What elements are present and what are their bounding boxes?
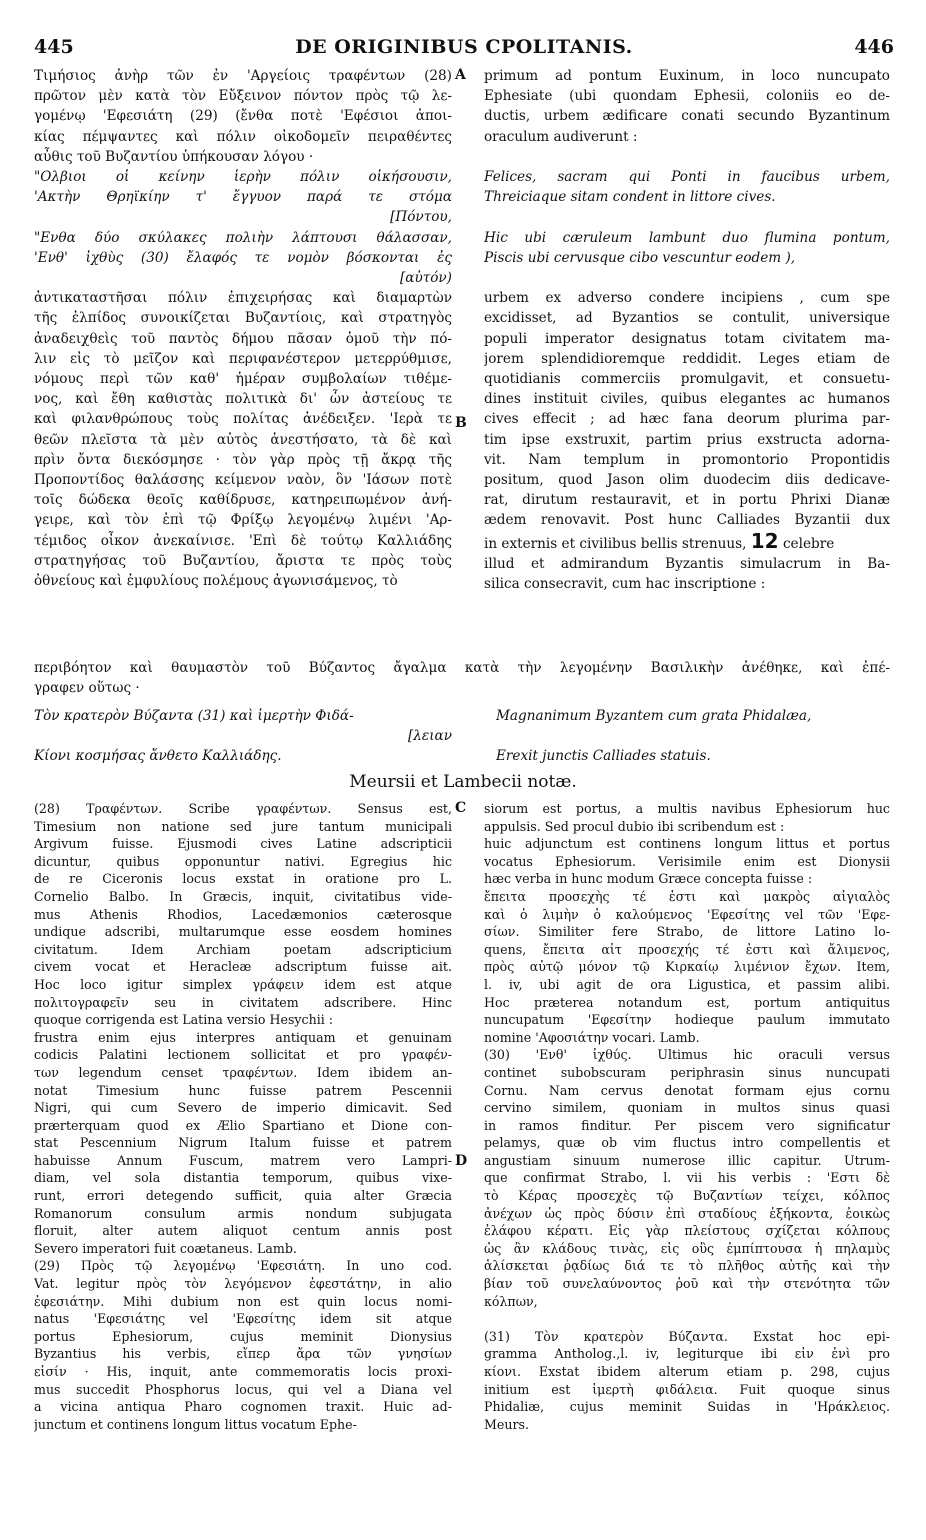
text-line: oraculum audiverunt : bbox=[484, 128, 638, 145]
text-line: rat, dirutum restauravit, et in portu Phrixi Dianæ bbox=[484, 492, 890, 509]
text-line: pelamys, quæ ob vim fluctus intro compellentis et bbox=[484, 1135, 890, 1151]
text-line: portus Ephesiorum, cujus meminit Dionysius bbox=[34, 1328, 452, 1344]
text-line: populi imperator designatus totam civitatem ma- bbox=[484, 330, 890, 347]
margin-letter-d: D bbox=[455, 1153, 468, 1169]
text-line: Magnanimum Byzantem cum grata Phidalæa, bbox=[496, 708, 812, 724]
text-line: hæc verba in hunc modum Græce concepta fuisse : bbox=[484, 871, 813, 887]
text-line: dines instituit civiles, quibus elegantes ac humanos bbox=[484, 391, 890, 408]
text-line: que confirmat Strabo, l. vii his verbis : 'Εστι δὲ bbox=[484, 1170, 890, 1186]
text-line: των legendum censet τραφέντων. Idem ibidem an- bbox=[34, 1064, 452, 1080]
text-line: floruit, alter autem aliquot centum annis post bbox=[34, 1223, 452, 1239]
text-line: νόμους περὶ τῶν καθ' ἡμέραν συμβολαίων τιθέμε- bbox=[34, 371, 452, 388]
text-line: Vat. legitur πρὸς τὸν λεγόμενον ἐφεστάτην, in alio bbox=[34, 1276, 452, 1292]
text-line: in externis et civilibus bellis strenuus, 12 celebre bbox=[484, 530, 835, 553]
text-line: Argivum fuisse. Ejusmodi cives Latine adscripticii bbox=[34, 836, 452, 852]
page-number-right: 446 bbox=[854, 36, 894, 58]
text-line: mus Athenis Rhodios, Lacedæmonios cæterosque bbox=[34, 906, 452, 922]
text-line bbox=[484, 147, 890, 167]
text-line: natus 'Εφεσιάτης vel 'Εφεσίτης idem sit atque bbox=[34, 1311, 452, 1327]
text-line: τέμιδος οἶκον ἀνεκαίνισε. 'Επὶ δὲ τούτῳ Καλλιάδης bbox=[34, 532, 452, 549]
text-line: undique adscribi, multarumque esse eosdem homines bbox=[34, 924, 452, 940]
text-line: ædem renovavit. Post hunc Calliades Byzantii dux bbox=[484, 512, 890, 529]
text-line: Cornelio Balbo. In Græcis, inquit, civitatibus vide- bbox=[34, 888, 452, 904]
text-line: silica consecravit, cum hac inscriptione : bbox=[484, 576, 766, 593]
text-line: positum, quod Jason olim duodecim diis dedicave- bbox=[484, 472, 890, 489]
text-line bbox=[484, 1310, 890, 1328]
text-line: πρὸς αὐτῷ μόνον τῷ Κιρκαίῳ λιμένιον ἔχων. Item, bbox=[484, 959, 890, 975]
text-line: continet subobscuram periphrasin sinus nuncupati bbox=[484, 1064, 890, 1080]
text-line: ἔπειτα προσεχὴς τέ ἐστι καὶ μακρὸς αἰγιαλὸς bbox=[484, 888, 890, 904]
text-line: ἐλάφου κέρατι. Εἰς γὰρ πλείστους σχίζεται κόλπους bbox=[484, 1223, 890, 1239]
text-line: τῆς ἐλπίδος συνοικίζεται Βυζαντίοις, καὶ στρατηγὸς bbox=[34, 310, 452, 327]
text-line: ἁλίσκεται ῥᾳδίως διά τε τὸ πλῆθος αὐτῆς καὶ τὴν bbox=[484, 1258, 890, 1274]
text-line: βίαν τοῦ συνελαύνοντος ῥοῦ καὶ τὴν στενότητα τῶν bbox=[484, 1276, 890, 1292]
text-line: Τὸν κρατερὸν Βύζαντα (31) καὶ ἱμερτὴν Φιδά- bbox=[34, 708, 354, 724]
text-line: καὶ φιλανθρώπους τοὺς πολίτας ἀνέδειξεν. 'Ιερὰ τε bbox=[34, 411, 452, 428]
text-line: primum ad pontum Euxinum, in loco nuncupato bbox=[484, 68, 890, 84]
text-line: γραφεν οὕτως · bbox=[34, 680, 140, 697]
greek-column bbox=[34, 66, 452, 591]
text-line: πρὶν ὄντα διεκόσμησε · τὸν γὰρ πρὸς τῇ ἄκρᾳ τῆς bbox=[34, 451, 452, 468]
text-line: Timesium non natione sed jure tantum municipali bbox=[34, 818, 452, 834]
full-width-line bbox=[34, 658, 890, 698]
text-line: urbem ex adverso condere incipiens , cum spe bbox=[484, 290, 890, 307]
text-line: πρῶτον μὲν κατὰ τὸν Εὔξεινον πόντον πρὸς τῷ λε- bbox=[34, 88, 452, 105]
text-line: quotidianis commerciis promulgavit, et consuetu- bbox=[484, 371, 890, 388]
text-line: mus succedit Phosphorus locus, qui vel a Diana vel bbox=[34, 1381, 452, 1397]
text-line: Κίονι κοσμήσας ἄνθετο Καλλιάδης. bbox=[34, 748, 282, 765]
text-line: diam, vel sola distantia temporum, quibus vixe- bbox=[34, 1170, 452, 1186]
text-line: habuisse Annum Fuscum, matrem vero Lampri- bbox=[34, 1152, 452, 1168]
text-line: ductis, urbem ædificare conati secundo Byzantinum bbox=[484, 108, 890, 125]
column-number: 12 bbox=[750, 530, 779, 553]
text-line: [λειαν bbox=[408, 728, 452, 745]
margin-letter-a: A bbox=[455, 67, 466, 83]
text-line: Erexit junctis Calliades statuis. bbox=[496, 748, 711, 765]
text-line: stat Pescennium Nigrum Italum fuisse et patrem bbox=[34, 1135, 452, 1151]
running-title: DE ORIGINIBUS CPOLITANIS. bbox=[295, 36, 633, 58]
text-line: nomine 'Αφοσιάτην vocari. Lamb. bbox=[484, 1029, 700, 1045]
text-line: [Πόντου, bbox=[390, 209, 452, 226]
text-line: ἐφεσιάτην. Mihi dubium non est quin locus nomi- bbox=[34, 1293, 452, 1309]
text-line: dicuntur, quibus opponuntur nativi. Egregius hic bbox=[34, 853, 452, 869]
text-line: Piscis ubi cervusque cibo vescuntur eodem ), bbox=[484, 249, 796, 266]
epigram-greek bbox=[34, 706, 452, 767]
text-line bbox=[484, 268, 890, 288]
text-line: notat Timesium hunc fuisse patrem Pescennii bbox=[34, 1082, 452, 1098]
text-line: a vicina antiqua Pharo cognomen traxit. Huic ad- bbox=[34, 1399, 452, 1415]
text-line: (28) Τραφέντων. Scribe γραφέντων. Sensus est, bbox=[34, 801, 452, 816]
text-line: (31) Τὸν κρατερὸν Βύζαντα. Exstat hoc epi- bbox=[484, 1328, 890, 1344]
text-line: περιβόητον καὶ θαυμαστὸν τοῦ Βύζαντος ἄγαλμα κατὰ τὴν λεγομένην Βασιλικὴν ἀνέθηκε, καὶ ἐπέ- bbox=[34, 660, 890, 676]
text-line: illud et admirandum Byzantis simulacrum in Ba- bbox=[484, 555, 890, 572]
text-line: τὸ Κέρας προσεχὲς τῷ Βυζαντίων τείχει, κόλπος bbox=[484, 1188, 890, 1204]
text-line: ὡς ἂν κλάδους τινὰς, εἰς οὓς ἐμπίπτουσα ἡ πηλαμὺς bbox=[484, 1240, 890, 1256]
text-line: prærterquam quod ex Ælio Spartiano et Dione con- bbox=[34, 1117, 452, 1133]
text-line: vit. Nam templum in promontorio Propontidis bbox=[484, 451, 890, 468]
text-line: αὖθις τοῦ Βυζαντίου ὑπήκουσαν λόγου · bbox=[34, 148, 314, 165]
text-line: ὀθνείους καὶ ἐμφυλίους πολέμους ἀγωνισάμενος, τὸ bbox=[34, 573, 398, 590]
text-line: ἀνέχων ὡς πρὸς δύσιν ἐπὶ σταδίους ἑξήκοντα, ἐοικὼς bbox=[484, 1205, 890, 1221]
text-line: quens, ἔπειτα αἰτ προσεχής τέ ἐστι καὶ ἄλιμενος, bbox=[484, 941, 890, 957]
text-line: Meurs. bbox=[484, 1416, 529, 1432]
text-line: Byzantius his verbis, εἴπερ ἄρα τῶν γνησίων bbox=[34, 1346, 452, 1362]
text-line: tim ipse exstruxit, partim prius exstructa adorna- bbox=[484, 431, 890, 448]
text-line: frustra enim ejus interpres antiquam et genuinam bbox=[34, 1029, 452, 1045]
text-fragment: celebre bbox=[782, 535, 835, 552]
text-line: Nigri, qui cum Severo de imperio dimicavit. Sed bbox=[34, 1100, 452, 1116]
text-line: Severo imperatori fuit coætaneus. Lamb. bbox=[34, 1240, 297, 1256]
text-line: quoque corrigenda est Latina versio Hesychii : bbox=[34, 1012, 333, 1028]
text-line: Ephesiate (ubi quondam Ephesii, coloniis eo de- bbox=[484, 88, 890, 105]
text-line: in ramos finditur. Per piscem vero significatur bbox=[484, 1117, 890, 1133]
text-line: τοῖς δώδεκα θεοῖς καθίδρυσε, κατηρειπωμένον ἀνή- bbox=[34, 492, 452, 509]
text-line: Felices, sacram qui Ponti in faucibus urbem, bbox=[484, 169, 890, 186]
text-line: junctum et continens longum littus vocatum Ephe- bbox=[34, 1416, 357, 1432]
text-line: (29) Πρὸς τῷ λεγομένῳ 'Εφεσιάτη. In uno cod. bbox=[34, 1258, 452, 1274]
text-line: Hoc præterea notandum est, portum antiquitus bbox=[484, 994, 890, 1010]
notes-heading: Meursii et Lambecii notæ. bbox=[349, 772, 577, 792]
text-line: Hic ubi cæruleum lambunt duo flumina pontum, bbox=[484, 229, 890, 246]
text-line: civitatum. Idem Archiam poetam adscripticium bbox=[34, 941, 452, 957]
text-line: codicis Palatini lectionem sollicitat et pro γραφέν- bbox=[34, 1047, 452, 1063]
text-line: θεῶν πλεῖστα τὰ μὲν αὐτὸς ἀνεστήσατο, τὰ δὲ καὶ bbox=[34, 431, 452, 448]
text-line: de re Ciceronis locus exstat in oratione pro L. bbox=[34, 871, 452, 887]
page-number-left: 445 bbox=[34, 36, 74, 58]
text-line: Phidaliæ, cujus meminit Suidas in 'Ηράκλειος. bbox=[484, 1399, 890, 1415]
text-line bbox=[484, 207, 890, 227]
text-line: angustiam sinuum numerose illic capitur. Utrum- bbox=[484, 1152, 890, 1168]
text-line: initium est ἱμερτὴ φιδάλεια. Fuit quoque sinus bbox=[484, 1381, 890, 1397]
text-line: εἰσίν · His, inquit, ante commemoratis locis proxi- bbox=[34, 1364, 452, 1379]
text-line: Threiciaque sitam condent in littore cives. bbox=[484, 189, 776, 206]
text-line: jorem splendidioremque reddidit. Leges etiam de bbox=[484, 350, 890, 367]
text-line: gramma Antholog.,l. iv, legiturque ibi εἰν ἐνὶ pro bbox=[484, 1346, 890, 1362]
text-line: 'Ενθ' ἰχθὺς (30) ἔλαφός τε νομὸν βόσκονται ἐς bbox=[34, 249, 452, 266]
text-line bbox=[496, 726, 890, 746]
text-line: Hoc loco igitur simplex γράφειν idem est atque bbox=[34, 976, 452, 992]
text-line: Προποντίδος θαλάσσης κείμενον ναὸν, ὃν 'Ιάσων ποτὲ bbox=[34, 472, 452, 489]
text-line: Τιμήσιος ἀνὴρ τῶν ἐν 'Αργείοις τραφέντων (28) bbox=[34, 68, 452, 84]
text-line: vocatus Ephesiorum. Verisimile enim est Dionysii bbox=[484, 853, 890, 869]
text-line: [αὐτόν) bbox=[399, 270, 452, 287]
text-line: cervino similem, quoniam in multos sinus quasi bbox=[484, 1100, 890, 1116]
text-line: Cornu. Nam cervus denotat formam ejus cornu bbox=[484, 1082, 890, 1098]
text-line: runt, errori detegendo sufficit, quia alter Græcia bbox=[34, 1188, 452, 1204]
text-line: γειρε, καὶ τὸν ἐπὶ τῷ Φρίξῳ λεγομένῳ λιμένι 'Αρ- bbox=[34, 512, 452, 529]
text-line: 'Ακτὴν Θρηϊκίην τ' ἔγγυον παρά τε στόμα bbox=[34, 189, 452, 206]
margin-letter-b: B bbox=[455, 415, 467, 431]
text-line: λιν εἰς τὸ μεῖζον καὶ περιφανέστερον μετερρύθμισε, bbox=[34, 350, 452, 367]
text-line: σίων. Similiter fere Strabo, de littore Latino lo- bbox=[484, 924, 890, 940]
text-line: στρατηγήσας τοῦ Βυζαντίου, ἄριστα τε πρὸς τοὺς bbox=[34, 552, 452, 569]
text-line: civem vocat et Heracleæ adscriptum fuisse ait. bbox=[34, 959, 452, 975]
text-line: (30) 'Ενθ' ἰχθύς. Ultimus hic oraculi versus bbox=[484, 1047, 890, 1063]
text-line: νος, καὶ ἔθη καθιστὰς πολιτικὰ δι' ὧν ἀστείους τε bbox=[34, 391, 452, 408]
text-line: κόλπων, bbox=[484, 1293, 538, 1309]
notes-left-column bbox=[34, 800, 452, 1433]
text-line: πολιτογραφεῖν seu in civitatem adscribere. Hinc bbox=[34, 994, 452, 1010]
epigram-latin bbox=[496, 706, 890, 767]
text-line: appulsis. Sed procul dubio ibi scribendum est : bbox=[484, 818, 785, 834]
notes-right-column bbox=[484, 800, 890, 1433]
text-line: κίονι. Exstat ibidem alterum etiam p. 298, cujus bbox=[484, 1364, 890, 1379]
text-line: excidisset, ad Byzantios se contulit, universique bbox=[484, 310, 890, 327]
text-line: καὶ ὁ λιμὴν ὁ καλούμενος 'Εφεσίτης vel τῶν 'Εφε- bbox=[484, 906, 890, 922]
text-line: "Ενθα δύο σκύλακες πολιὴν λάπτουσι θάλασσαν, bbox=[34, 229, 452, 246]
text-line: γομένῳ 'Εφεσιάτη (29) (ἔνθα ποτὲ 'Εφέσιοι ἀποι- bbox=[34, 108, 452, 125]
latin-column bbox=[484, 66, 890, 594]
text-line: Romanorum consulum armis nondum subjugata bbox=[34, 1205, 452, 1221]
text-line: nuncupatum 'Εφεσίτην hodieque paulum immutato bbox=[484, 1012, 890, 1028]
text-line: ἀναδειχθεὶς τοῦ παντὸς δήμου πᾶσαν ὁμοῦ τὴν πό- bbox=[34, 330, 452, 347]
margin-letter-c: C bbox=[455, 800, 467, 816]
text-line: siorum est portus, a multis navibus Ephesiorum huc bbox=[484, 801, 890, 816]
text-line: l. iv, ubi agit de ora Ligustica, et passim alibi. bbox=[484, 976, 890, 992]
text-line: huic adjunctum est continens longum littus et portus bbox=[484, 836, 890, 852]
text-line: ἀντικαταστῆσαι πόλιν ἐπιχειρήσας καὶ διαμαρτὼν bbox=[34, 290, 452, 307]
text-line: κίας πέμψαντες καὶ πόλιν οἰκοδομεῖν πειραθέντες bbox=[34, 128, 452, 145]
text-line: "Ολβιοι οἱ κείνην ἱερὴν πόλιν οἰκήσουσιν, bbox=[34, 169, 452, 186]
running-header bbox=[34, 36, 894, 62]
text-line: cives effecit ; ad hæc fana deorum plurima par- bbox=[484, 411, 890, 428]
